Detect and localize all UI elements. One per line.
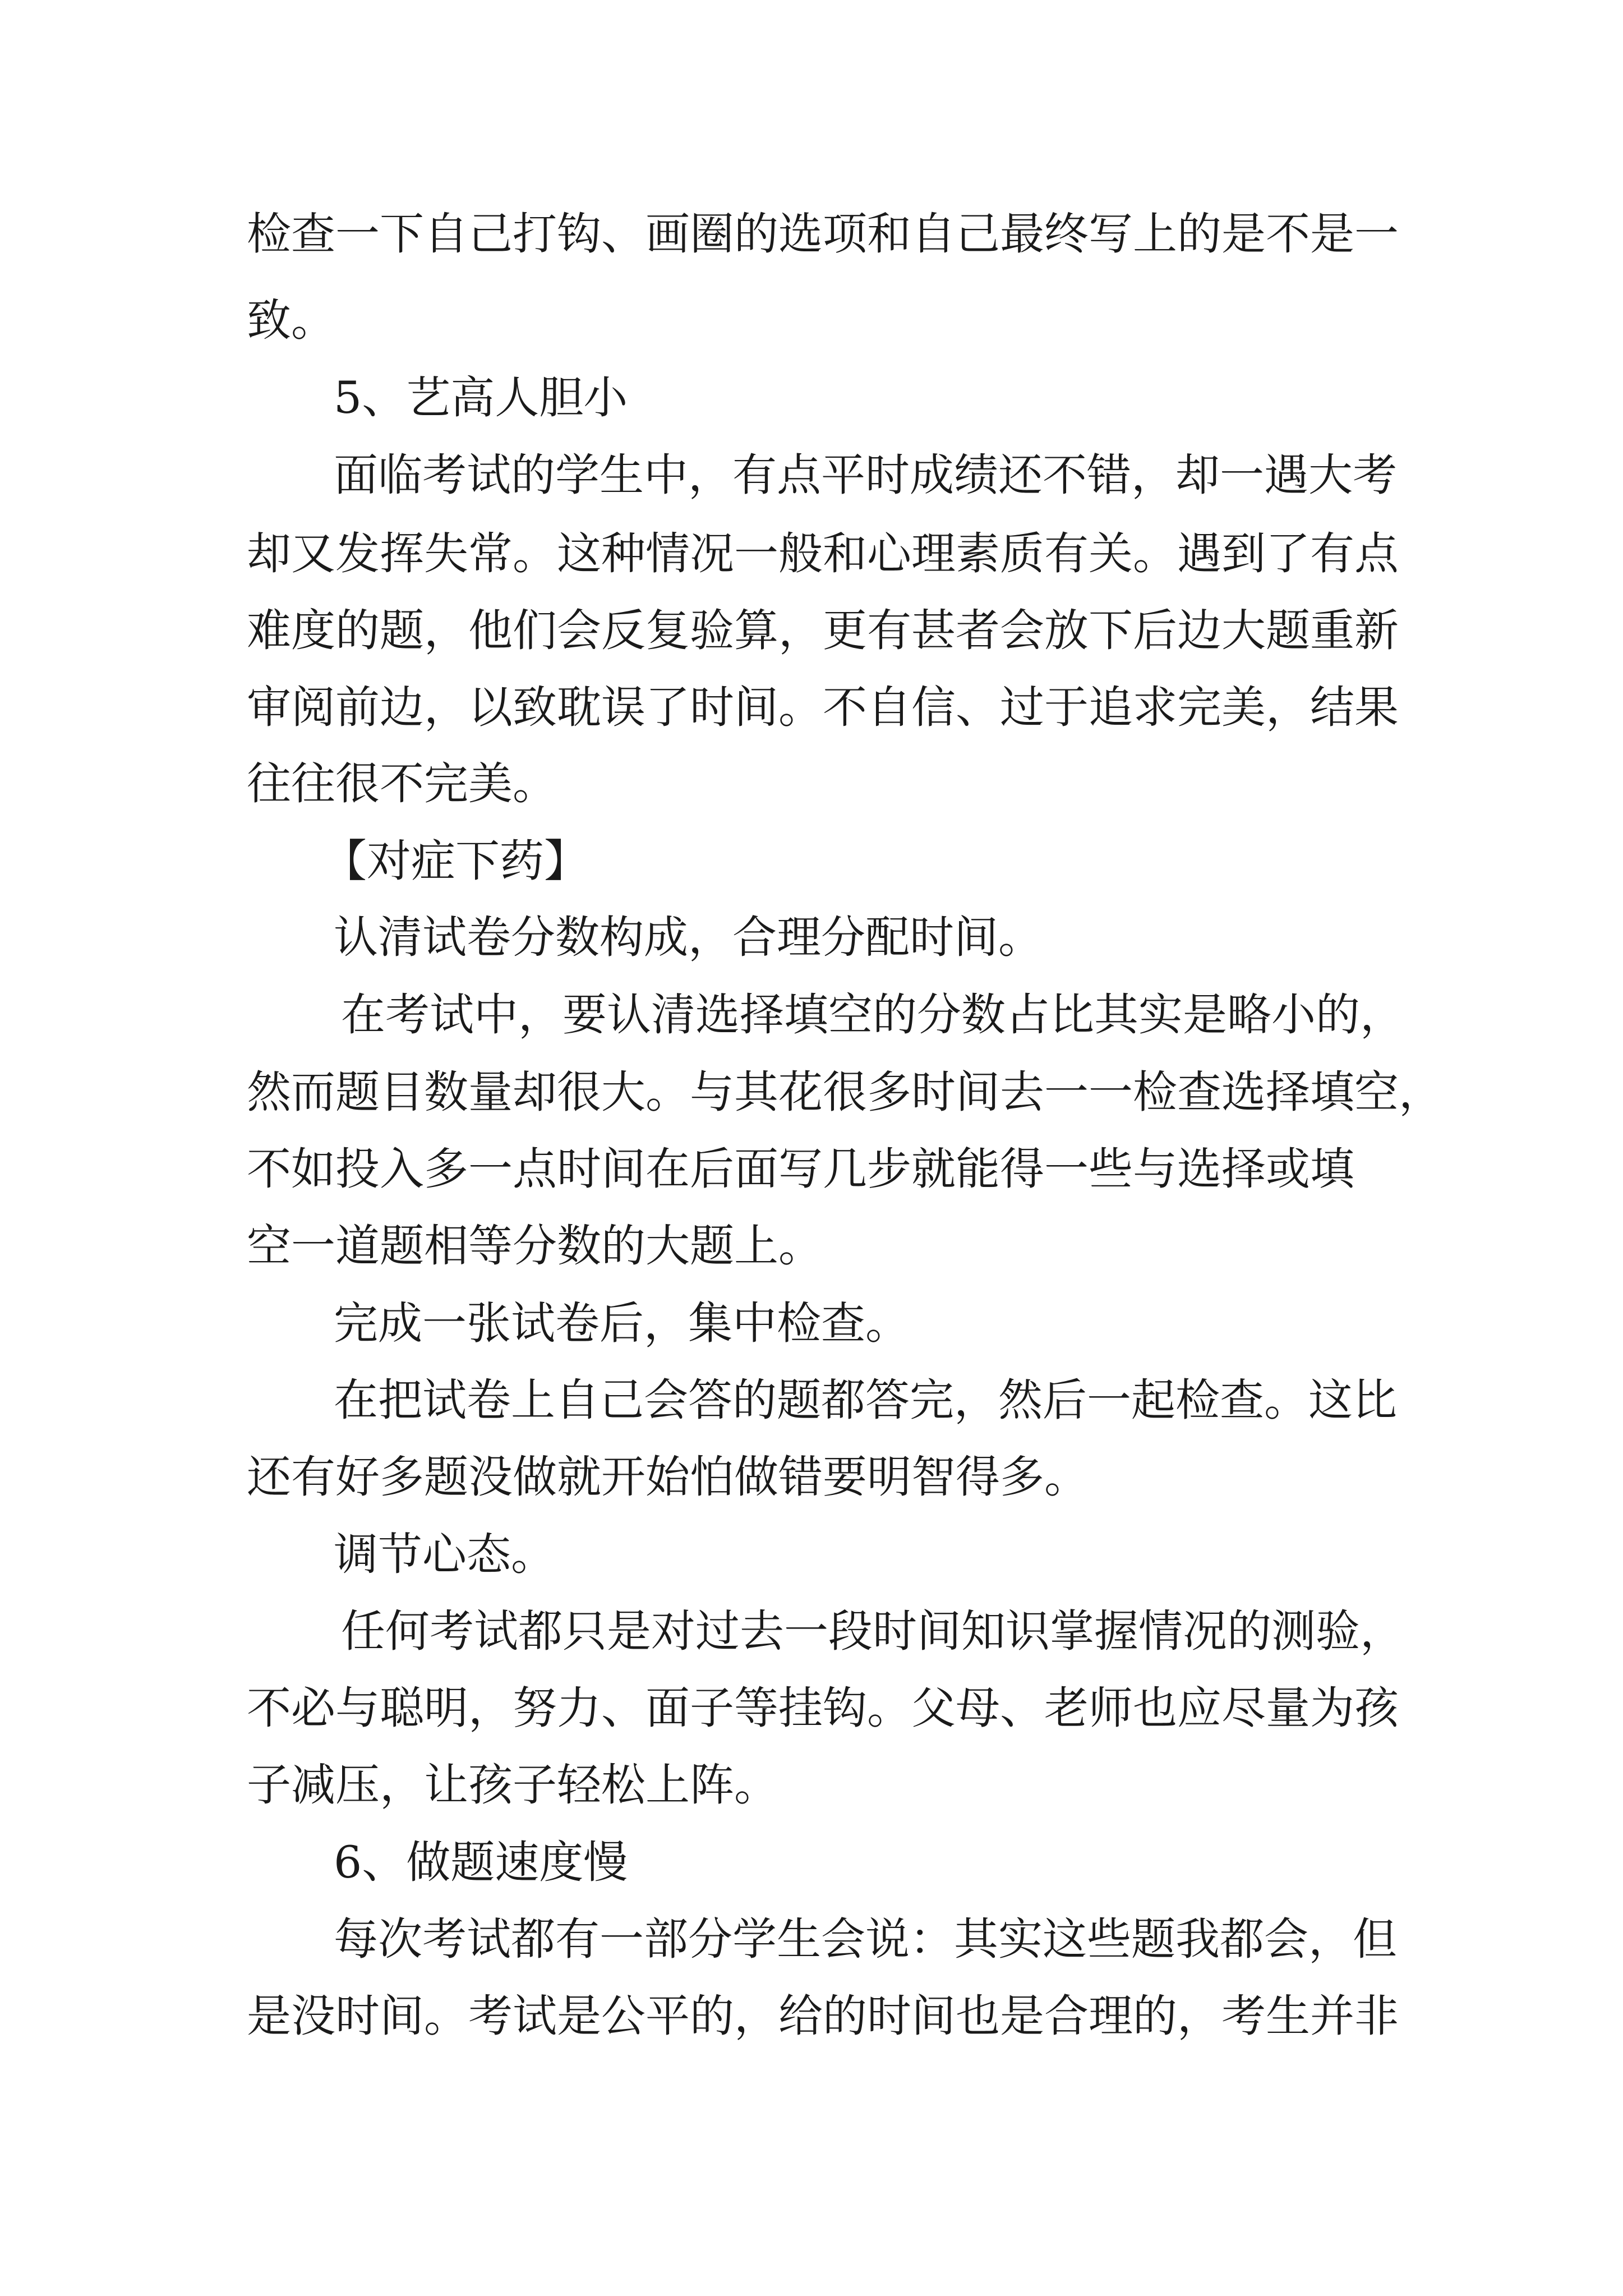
text-line: 调节心态。 <box>334 1529 555 1580</box>
text-line: 是没时间。考试是公平的，给的时间也是合理的，考生并非 <box>247 1990 1399 2042</box>
text-line: 然而题目数量却很大。与其花很多时间去一一检查选择填空， <box>247 1066 1443 1118</box>
text-line: 还有好多题没做就开始怕做错要明智得多。 <box>247 1451 1089 1503</box>
text-line: 不如投入多一点时间在后面写几步就能得一些与选择或填 <box>247 1143 1354 1195</box>
text-line: 在把试卷上自己会答的题都答完，然后一起检查。这比 <box>334 1374 1397 1426</box>
text-line: 面临考试的学生中，有点平时成绩还不错，却一遇大考 <box>334 449 1397 501</box>
text-line: 空一道题相等分数的大题上。 <box>247 1220 823 1272</box>
text-line: 致。 <box>247 295 335 346</box>
section-heading: 5、艺高人胆小 <box>334 372 628 424</box>
text-line: 往往很不完美。 <box>247 758 557 809</box>
text-line: 每次考试都有一部分学生会说：其实这些题我都会，但 <box>334 1913 1397 1965</box>
text-line: 在考试中，要认清选择填空的分数占比其实是略小的， <box>341 989 1404 1041</box>
text-line: 完成一张试卷后，集中检查。 <box>334 1297 910 1349</box>
section-heading: 6、做题速度慢 <box>334 1837 628 1888</box>
text-line: 任何考试都只是对过去一段时间知识掌握情况的测验， <box>341 1605 1404 1657</box>
text-line: 难度的题，他们会反复验算，更有甚者会放下后边大题重新 <box>247 605 1399 656</box>
subsection-heading: 【对症下药】 <box>322 835 588 887</box>
text-line: 却又发挥失常。这种情况一般和心理素质有关。遇到了有点 <box>247 528 1399 579</box>
text-line: 审阅前边，以致耽误了时间。不自信、过于追求完美，结果 <box>247 682 1399 733</box>
text-line: 认清试卷分数构成，合理分配时间。 <box>334 912 1043 963</box>
text-line: 子减压，让孩子轻松上阵。 <box>247 1759 778 1811</box>
text-line: 不必与聪明，努力、面子等挂钩。父母、老师也应尽量为孩 <box>247 1682 1399 1734</box>
text-line: 检查一下自己打钩、画圈的选项和自己最终写上的是不是一 <box>247 208 1399 260</box>
